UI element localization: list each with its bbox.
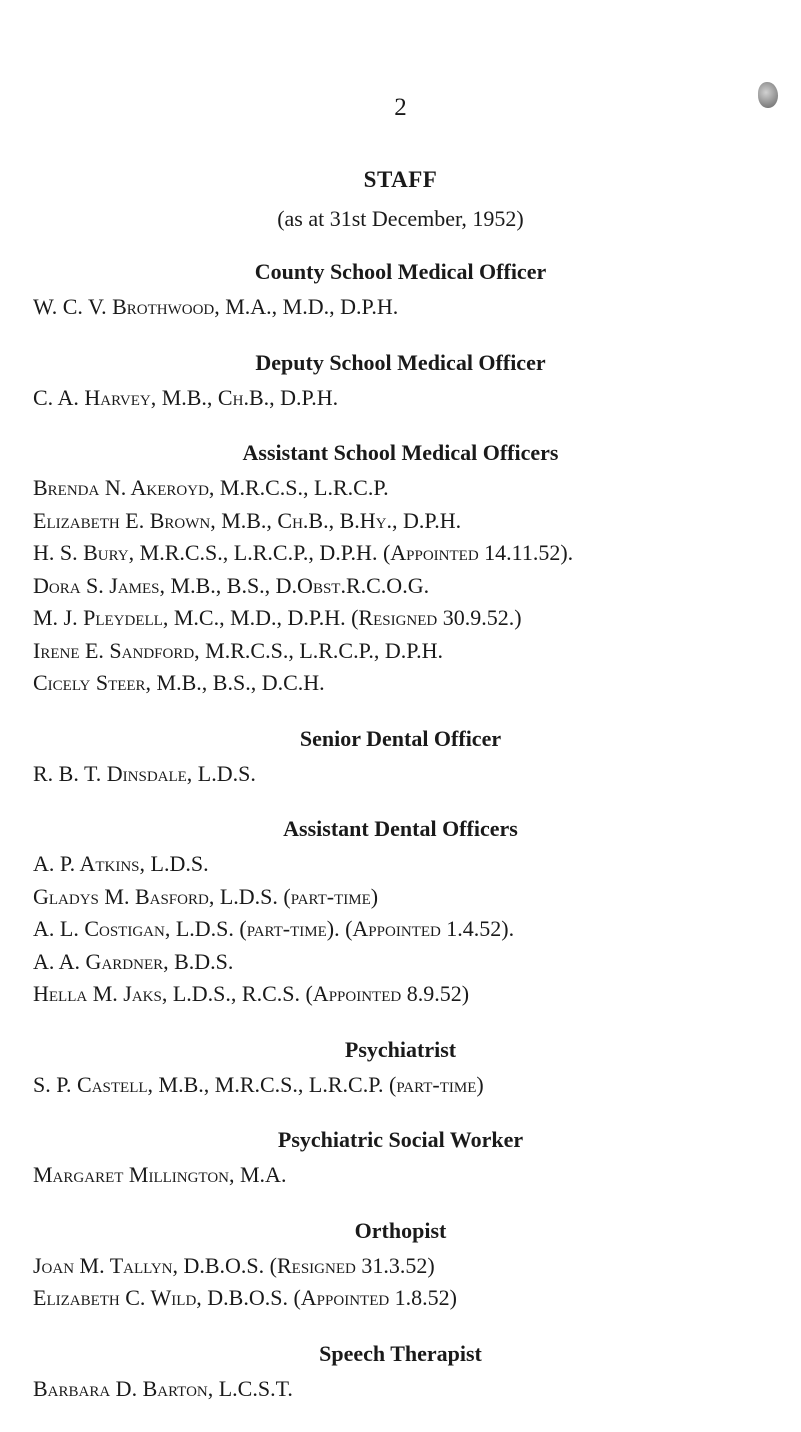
- staff-entry: W. C. V. Brothwood, M.A., M.D., D.P.H.: [33, 294, 399, 319]
- staff-entry: Barbara D. Barton, L.C.S.T.: [33, 1375, 293, 1401]
- section-heading: Assistant School Medical Officers: [242, 440, 559, 465]
- staff-section: [0, 436, 801, 700]
- staff-entry: A. L. Costigan, L.D.S. (part-time). (Appointed 1.4.52).: [33, 916, 515, 941]
- staff-entry: A. A. Gardner, B.D.S.: [33, 948, 234, 974]
- document-header: [0, 163, 801, 235]
- section-heading: Deputy School Medical Officer: [255, 349, 546, 375]
- staff-section: [0, 346, 801, 415]
- section-heading: Assistant Dental Officers: [283, 816, 518, 841]
- staff-entry: H. S. Bury, M.R.C.S., L.R.C.P., D.P.H. (Appointed 14.11.52).: [33, 540, 574, 565]
- staff-section: [0, 722, 801, 791]
- staff-section: [0, 812, 801, 1011]
- section-heading: Psychiatrist: [344, 1036, 457, 1062]
- staff-entry: Brenda N. Akeroyd, M.R.C.S., L.R.C.P.: [33, 475, 389, 500]
- section-heading: Orthopist: [354, 1217, 447, 1243]
- staff-section: [0, 1033, 801, 1102]
- staff-sections: [0, 255, 801, 1427]
- staff-entry: C. A. Harvey, M.B., Ch.B., D.P.H.: [33, 384, 339, 410]
- staff-entry: M. J. Pleydell, M.C., M.D., D.P.H. (Resigned 30.9.52.): [33, 605, 522, 630]
- section-heading: Speech Therapist: [319, 1340, 482, 1366]
- paper-mark: [758, 82, 778, 108]
- section-heading: County School Medical Officer: [254, 259, 547, 284]
- page-subtitle: (as at 31st December, 1952): [277, 206, 524, 231]
- staff-section: [0, 1337, 801, 1406]
- staff-entry: Hella M. Jaks, L.D.S., R.C.S. (Appointed 8.9.52): [33, 981, 470, 1006]
- staff-entry: R. B. T. Dinsdale, L.D.S.: [33, 760, 256, 786]
- staff-entry: A. P. Atkins, L.D.S.: [33, 851, 209, 876]
- section-heading: Psychiatric Social Worker: [277, 1127, 524, 1152]
- staff-entry: Elizabeth E. Brown, M.B., Ch.B., B.Hy., D.P.H.: [33, 507, 462, 533]
- section-heading: Senior Dental Officer: [299, 725, 502, 751]
- staff-entry: Cicely Steer, M.B., B.S., D.C.H.: [33, 670, 325, 695]
- staff-section: [0, 1123, 801, 1192]
- staff-section: [0, 1214, 801, 1315]
- page-number: 2: [394, 94, 407, 121]
- page-title: STAFF: [363, 167, 438, 192]
- staff-section: [0, 255, 801, 324]
- staff-entry: Irene E. Sandford, M.R.C.S., L.R.C.P., D.P.H.: [33, 637, 443, 663]
- staff-entry: Gladys M. Basford, L.D.S. (part-time): [33, 883, 379, 909]
- staff-entry: Joan M. Tallyn, D.B.O.S. (Resigned 31.3.52): [33, 1252, 435, 1278]
- staff-entry: S. P. Castell, M.B., M.R.C.S., L.R.C.P. (part-time): [33, 1071, 484, 1097]
- staff-entry: Dora S. James, M.B., B.S., D.Obst.R.C.O.G.: [33, 572, 430, 598]
- staff-entry: Margaret Millington, M.A.: [33, 1162, 287, 1187]
- staff-entry: Elizabeth C. Wild, D.B.O.S. (Appointed 1.8.52): [33, 1285, 458, 1310]
